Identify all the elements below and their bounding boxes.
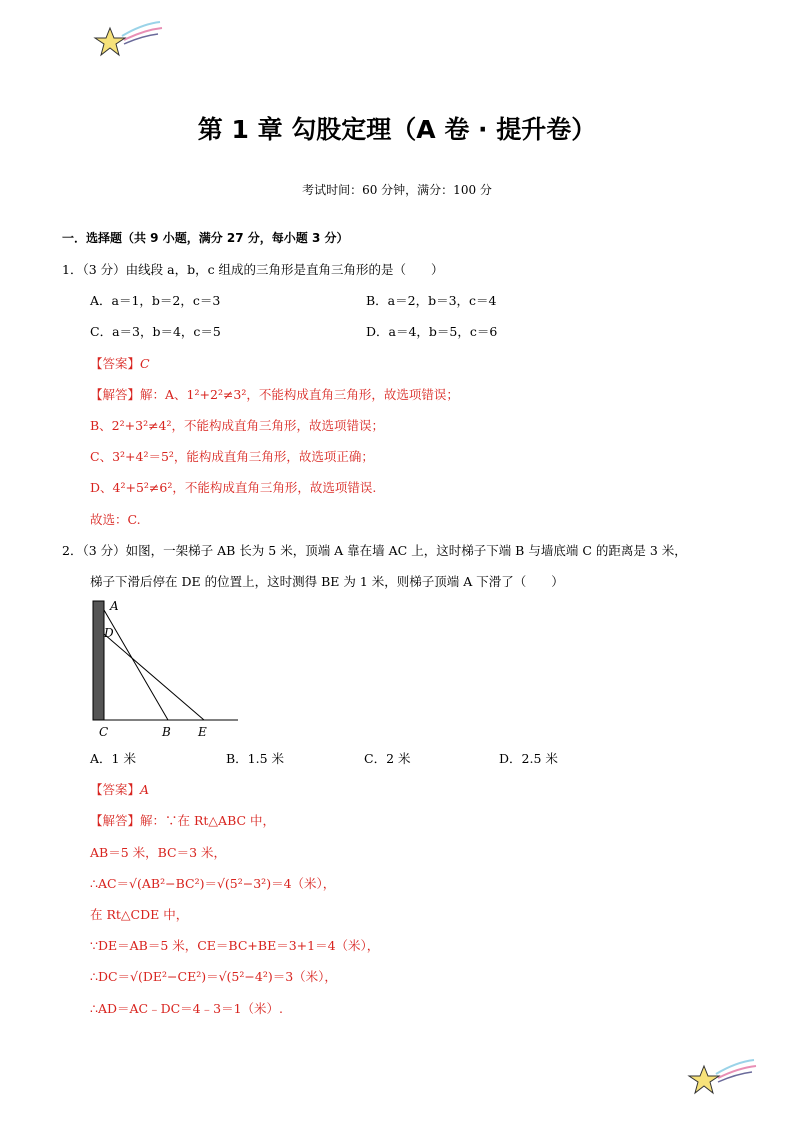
q2-analysis-line-4: ∵DE＝AB＝5 米，CE＝BC+BE＝3+1＝4（米）， [90, 938, 380, 953]
q2-analysis-intro: 【解答】解：∵在 Rt△ABC 中， [90, 813, 276, 828]
q1-option-c: C．a＝3，b＝4，c＝5 [90, 324, 221, 339]
label-d: D [104, 626, 114, 640]
question-1-stem: 1．（3 分）由线段 a，b，c 组成的三角形是直角三角形的是（ ） [62, 262, 444, 277]
exam-info: 考试时间：60 分钟，满分：100 分 [302, 183, 492, 197]
ladder-figure [86, 596, 246, 742]
label-e: E [198, 725, 207, 739]
q1-analysis-line-3: C、3²+4²＝5²，能构成直角三角形，故选项正确； [90, 449, 374, 464]
question-2-stem-line-1: 2．（3 分）如图，一架梯子 AB 长为 5 米，顶端 A 靠在墙 AC 上，这时梯子下端 B 与墙底端 C 的距离是 3 米， [62, 543, 687, 558]
label-b: B [162, 725, 171, 739]
q2-analysis-line-5: ∴DC＝√(DE²−CE²)＝√(5²−4²)＝3（米）， [90, 969, 337, 984]
star-decoration-icon [686, 1054, 758, 1098]
wall [93, 601, 104, 720]
star-decoration-icon [92, 16, 164, 60]
q2-answer: 【答案】A [90, 782, 150, 797]
q1-analysis-line-2: B、2²+3²≠4²，不能构成直角三角形，故选项错误； [90, 418, 385, 433]
q2-analysis-line-6: ∴AD＝AC﹣DC＝4﹣3＝1（米）. [90, 1001, 284, 1016]
q2-option-a: A．1 米 [90, 751, 136, 766]
q1-conclusion: 故选：C. [90, 512, 141, 527]
label-c: C [99, 725, 109, 739]
q1-option-b: B．a＝2，b＝3，c＝4 [366, 293, 497, 308]
q2-option-c: C．2 米 [364, 751, 411, 766]
q1-analysis-line-1: 【解答】解：A、1²+2²≠3²，不能构成直角三角形，故选项错误； [90, 387, 459, 402]
q2-option-b: B．1.5 米 [226, 751, 285, 766]
question-2-stem-line-2: 梯子下滑后停在 DE 的位置上，这时测得 BE 为 1 米，则梯子顶端 A 下滑了（ ） [90, 574, 564, 589]
q2-analysis-line-3: 在 Rt△CDE 中， [90, 907, 189, 922]
q1-answer: 【答案】C [90, 356, 150, 371]
q1-analysis-line-4: D、4²+5²≠6²，不能构成直角三角形，故选项错误. [90, 480, 377, 495]
q2-analysis-line-1: AB＝5 米，BC＝3 米， [90, 845, 227, 860]
section-heading: 一．选择题（共 9 小题，满分 27 分，每小题 3 分） [62, 231, 349, 245]
q2-analysis-line-2: ∴AC＝√(AB²−BC²)＝√(5²−3²)＝4（米）， [90, 876, 336, 891]
page-title: 第 1 章 勾股定理（A 卷 · 提升卷） [197, 115, 597, 144]
q2-option-d: D．2.5 米 [499, 751, 558, 766]
label-a: A [110, 599, 119, 613]
q1-option-a: A．a＝1，b＝2，c＝3 [90, 293, 221, 308]
q1-option-d: D．a＝4，b＝5，c＝6 [366, 324, 498, 339]
ladder-de [104, 634, 204, 720]
